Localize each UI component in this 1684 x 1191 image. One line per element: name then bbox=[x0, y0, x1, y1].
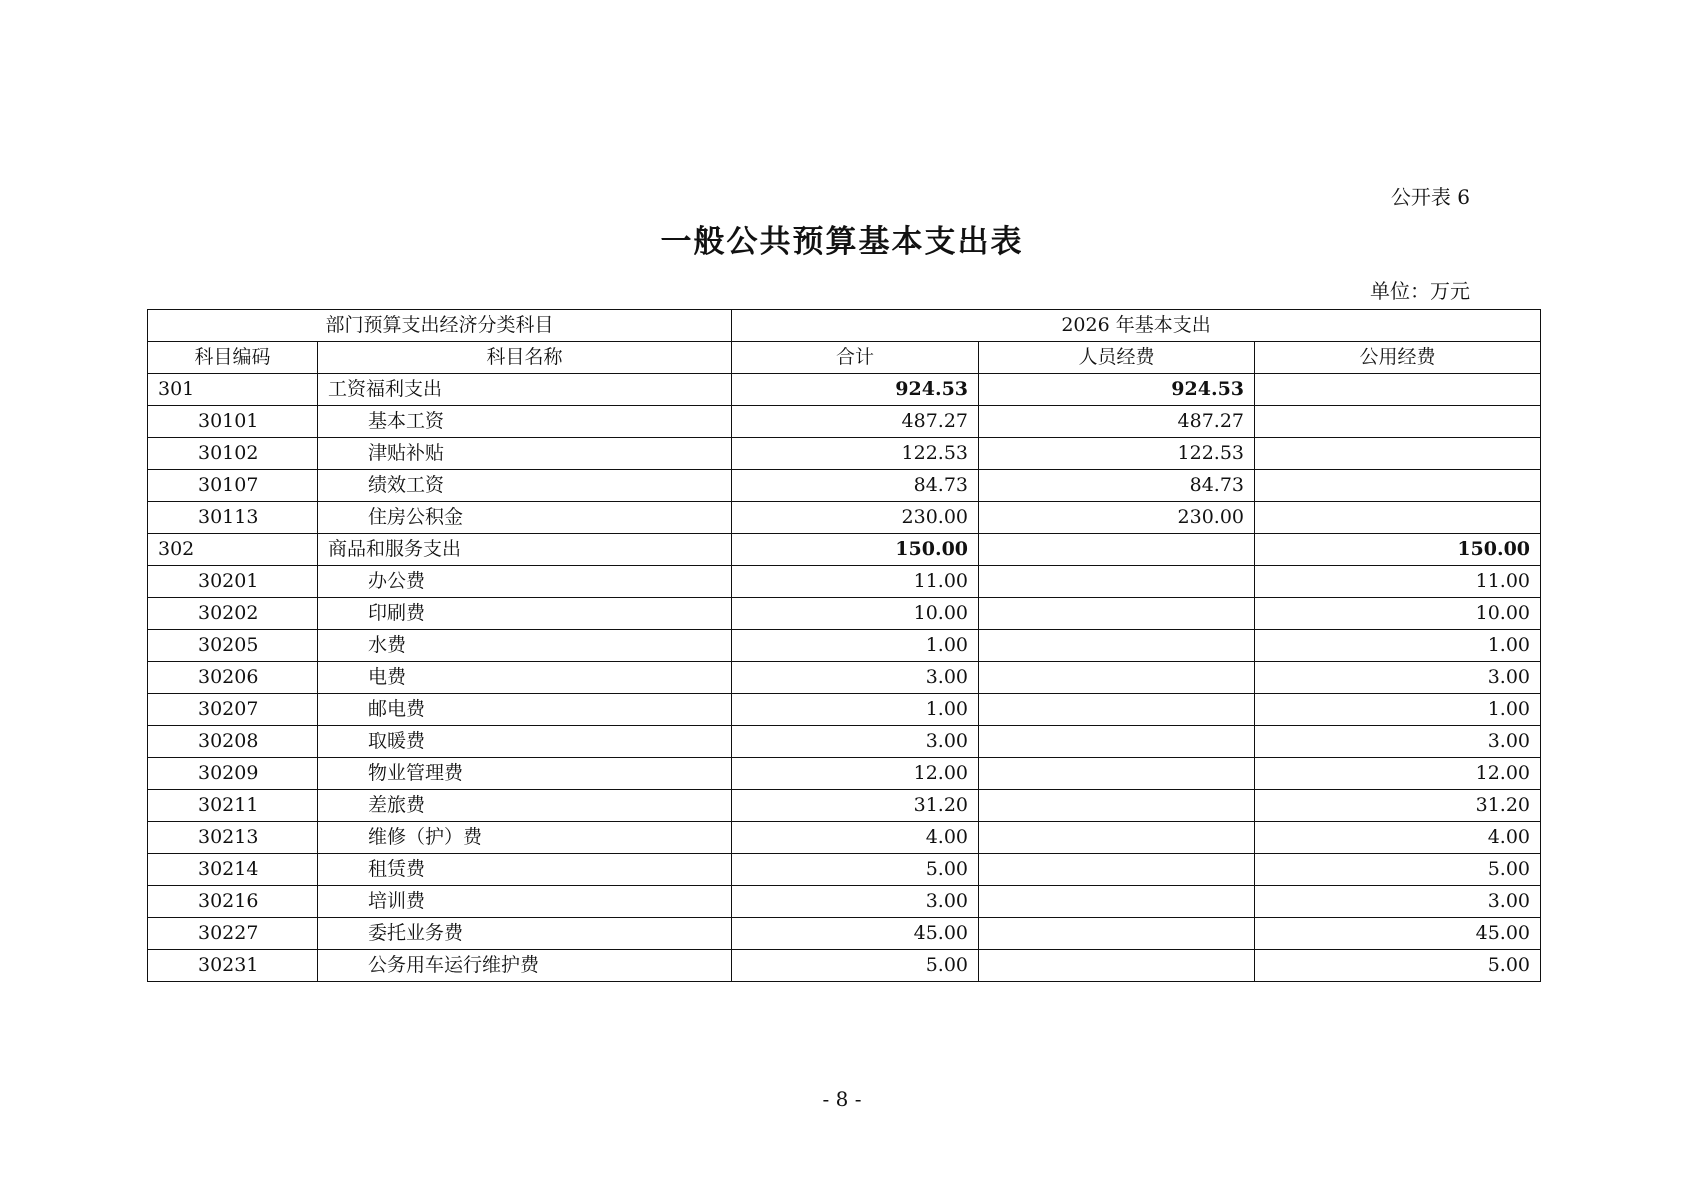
cell-code: 30205 bbox=[148, 630, 318, 662]
table-row bbox=[148, 470, 1541, 502]
cell-code: 30202 bbox=[148, 598, 318, 630]
table-row bbox=[148, 598, 1541, 630]
table-row bbox=[148, 438, 1541, 470]
table-row bbox=[148, 918, 1541, 950]
cell-public: 4.00 bbox=[1255, 822, 1541, 854]
group-header-row bbox=[148, 310, 1541, 342]
cell-public: 150.00 bbox=[1255, 534, 1541, 566]
cell-public: 11.00 bbox=[1255, 566, 1541, 598]
cell-code: 30231 bbox=[148, 950, 318, 982]
column-header-personnel: 人员经费 bbox=[979, 342, 1255, 374]
cell-name: 培训费 bbox=[318, 886, 732, 918]
cell-name: 基本工资 bbox=[318, 406, 732, 438]
table-header bbox=[148, 310, 1541, 374]
cell-personnel bbox=[979, 790, 1255, 822]
cell-personnel: 122.53 bbox=[979, 438, 1255, 470]
cell-code: 301 bbox=[148, 374, 318, 406]
cell-total: 230.00 bbox=[732, 502, 979, 534]
cell-total: 150.00 bbox=[732, 534, 979, 566]
cell-public bbox=[1255, 374, 1541, 406]
cell-public bbox=[1255, 502, 1541, 534]
table-row bbox=[148, 630, 1541, 662]
cell-name: 邮电费 bbox=[318, 694, 732, 726]
cell-public: 10.00 bbox=[1255, 598, 1541, 630]
cell-name: 津贴补贴 bbox=[318, 438, 732, 470]
cell-code: 30107 bbox=[148, 470, 318, 502]
cell-name: 公务用车运行维护费 bbox=[318, 950, 732, 982]
cell-public: 1.00 bbox=[1255, 630, 1541, 662]
cell-total: 84.73 bbox=[732, 470, 979, 502]
cell-name: 委托业务费 bbox=[318, 918, 732, 950]
cell-public: 3.00 bbox=[1255, 662, 1541, 694]
cell-code: 30113 bbox=[148, 502, 318, 534]
cell-code: 30207 bbox=[148, 694, 318, 726]
cell-name: 办公费 bbox=[318, 566, 732, 598]
cell-total: 10.00 bbox=[732, 598, 979, 630]
cell-personnel: 84.73 bbox=[979, 470, 1255, 502]
cell-personnel bbox=[979, 598, 1255, 630]
cell-name: 物业管理费 bbox=[318, 758, 732, 790]
cell-name: 住房公积金 bbox=[318, 502, 732, 534]
table-row bbox=[148, 662, 1541, 694]
table-row bbox=[148, 886, 1541, 918]
cell-total: 3.00 bbox=[732, 662, 979, 694]
cell-code: 30209 bbox=[148, 758, 318, 790]
cell-code: 30216 bbox=[148, 886, 318, 918]
cell-total: 487.27 bbox=[732, 406, 979, 438]
cell-personnel bbox=[979, 950, 1255, 982]
cell-personnel bbox=[979, 694, 1255, 726]
page-title: 一般公共预算基本支出表 bbox=[660, 224, 1024, 260]
cell-total: 122.53 bbox=[732, 438, 979, 470]
cell-name: 差旅费 bbox=[318, 790, 732, 822]
cell-total: 3.00 bbox=[732, 886, 979, 918]
cell-code: 30206 bbox=[148, 662, 318, 694]
cell-total: 5.00 bbox=[732, 950, 979, 982]
cell-public: 1.00 bbox=[1255, 694, 1541, 726]
cell-total: 4.00 bbox=[732, 822, 979, 854]
cell-public bbox=[1255, 406, 1541, 438]
cell-total: 12.00 bbox=[732, 758, 979, 790]
cell-name: 印刷费 bbox=[318, 598, 732, 630]
cell-code: 30208 bbox=[148, 726, 318, 758]
cell-personnel bbox=[979, 726, 1255, 758]
table-row bbox=[148, 502, 1541, 534]
cell-name: 电费 bbox=[318, 662, 732, 694]
column-header-row bbox=[148, 342, 1541, 374]
cell-personnel: 487.27 bbox=[979, 406, 1255, 438]
column-header-code: 科目编码 bbox=[148, 342, 318, 374]
table-number-label: 公开表 6 bbox=[1390, 185, 1470, 209]
page-number: - 8 - bbox=[822, 1087, 862, 1111]
cell-public bbox=[1255, 470, 1541, 502]
cell-code: 30102 bbox=[148, 438, 318, 470]
table-row bbox=[148, 566, 1541, 598]
cell-name: 租赁费 bbox=[318, 854, 732, 886]
cell-personnel: 924.53 bbox=[979, 374, 1255, 406]
cell-total: 3.00 bbox=[732, 726, 979, 758]
cell-total: 31.20 bbox=[732, 790, 979, 822]
cell-name: 维修（护）费 bbox=[318, 822, 732, 854]
cell-public: 3.00 bbox=[1255, 886, 1541, 918]
category-row bbox=[148, 534, 1541, 566]
cell-name: 绩效工资 bbox=[318, 470, 732, 502]
cell-code: 30227 bbox=[148, 918, 318, 950]
cell-total: 924.53 bbox=[732, 374, 979, 406]
cell-personnel bbox=[979, 854, 1255, 886]
cell-public: 3.00 bbox=[1255, 726, 1541, 758]
category-row bbox=[148, 374, 1541, 406]
table-row bbox=[148, 726, 1541, 758]
cell-public bbox=[1255, 438, 1541, 470]
table-row bbox=[148, 950, 1541, 982]
cell-name: 水费 bbox=[318, 630, 732, 662]
cell-public: 5.00 bbox=[1255, 950, 1541, 982]
table-row bbox=[148, 790, 1541, 822]
column-header-name: 科目名称 bbox=[318, 342, 732, 374]
cell-name: 工资福利支出 bbox=[318, 374, 732, 406]
cell-code: 30201 bbox=[148, 566, 318, 598]
cell-public: 12.00 bbox=[1255, 758, 1541, 790]
cell-personnel bbox=[979, 822, 1255, 854]
cell-personnel: 230.00 bbox=[979, 502, 1255, 534]
table-row bbox=[148, 694, 1541, 726]
table-row bbox=[148, 758, 1541, 790]
column-header-total: 合计 bbox=[732, 342, 979, 374]
budget-expenditure-table bbox=[147, 309, 1541, 982]
column-header-public: 公用经费 bbox=[1255, 342, 1541, 374]
table-row bbox=[148, 854, 1541, 886]
cell-personnel bbox=[979, 886, 1255, 918]
cell-name: 商品和服务支出 bbox=[318, 534, 732, 566]
cell-personnel bbox=[979, 918, 1255, 950]
cell-personnel bbox=[979, 566, 1255, 598]
cell-name: 取暖费 bbox=[318, 726, 732, 758]
cell-personnel bbox=[979, 662, 1255, 694]
cell-personnel bbox=[979, 534, 1255, 566]
cell-personnel bbox=[979, 630, 1255, 662]
table-row bbox=[148, 406, 1541, 438]
group-header-classification: 部门预算支出经济分类科目 bbox=[148, 310, 732, 342]
table-body bbox=[148, 374, 1541, 982]
cell-total: 1.00 bbox=[732, 630, 979, 662]
cell-total: 45.00 bbox=[732, 918, 979, 950]
cell-code: 30211 bbox=[148, 790, 318, 822]
cell-code: 30214 bbox=[148, 854, 318, 886]
cell-total: 1.00 bbox=[732, 694, 979, 726]
unit-label: 单位：万元 bbox=[1370, 279, 1470, 303]
cell-code: 30213 bbox=[148, 822, 318, 854]
cell-total: 11.00 bbox=[732, 566, 979, 598]
cell-public: 5.00 bbox=[1255, 854, 1541, 886]
cell-public: 45.00 bbox=[1255, 918, 1541, 950]
cell-total: 5.00 bbox=[732, 854, 979, 886]
cell-public: 31.20 bbox=[1255, 790, 1541, 822]
cell-code: 302 bbox=[148, 534, 318, 566]
cell-code: 30101 bbox=[148, 406, 318, 438]
group-header-basic-expenditure: 2026 年基本支出 bbox=[732, 310, 1541, 342]
cell-personnel bbox=[979, 758, 1255, 790]
table-row bbox=[148, 822, 1541, 854]
